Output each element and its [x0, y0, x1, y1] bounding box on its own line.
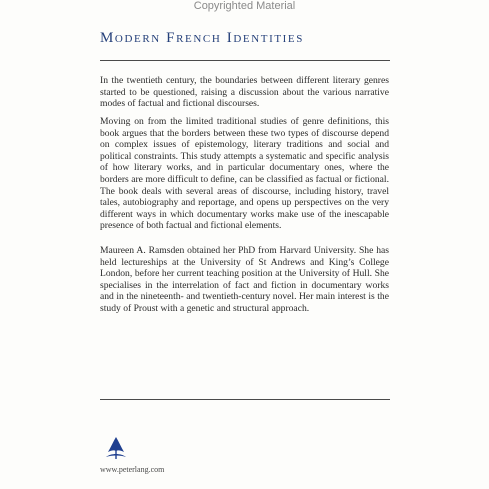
- author-bio-paragraph: Maureen A. Ramsden obtained her PhD from Harvard University. She has held lectureships at the University of St Andrews and King’s College London, before her current teaching position at the University of Hull. She specialises in the interrelation of fact and fiction in documentary works and in the nineteenth- and twentieth-century novel. Her main interest is the study of Proust with a genetic and structural approach.: [100, 245, 389, 314]
- series-title: Modern French Identities: [100, 30, 304, 46]
- copyright-watermark: Copyrighted Material: [193, 0, 296, 12]
- blurb-main-paragraph: Moving on from the limited traditional studies of genre definitions, this book argues that the borders between these two types of discourse depend on complex issues of epistemology, literary traditions and social and political constraints. This study attempts a systematic and specific analysis of how literary works, and in particular documentary ones, where the borders are more difficult to define, can be classified as factual or fictional. The book deals with several areas of discourse, including history, travel tales, autobiography and reportage, and opens up perspectives on the very different ways in which documentary works make use of the inescapable presence of both factual and fictional elements.: [100, 116, 389, 232]
- publisher-url[interactable]: www.peterlang.com: [100, 465, 165, 474]
- bottom-divider: [100, 399, 390, 400]
- blurb-intro-paragraph: In the twentieth century, the boundaries between different literary genres started to be questioned, raising a discussion about the various narrative modes of factual and fictional discourses.: [100, 75, 389, 110]
- top-divider: [100, 60, 390, 61]
- peter-lang-logo-icon: [103, 436, 129, 462]
